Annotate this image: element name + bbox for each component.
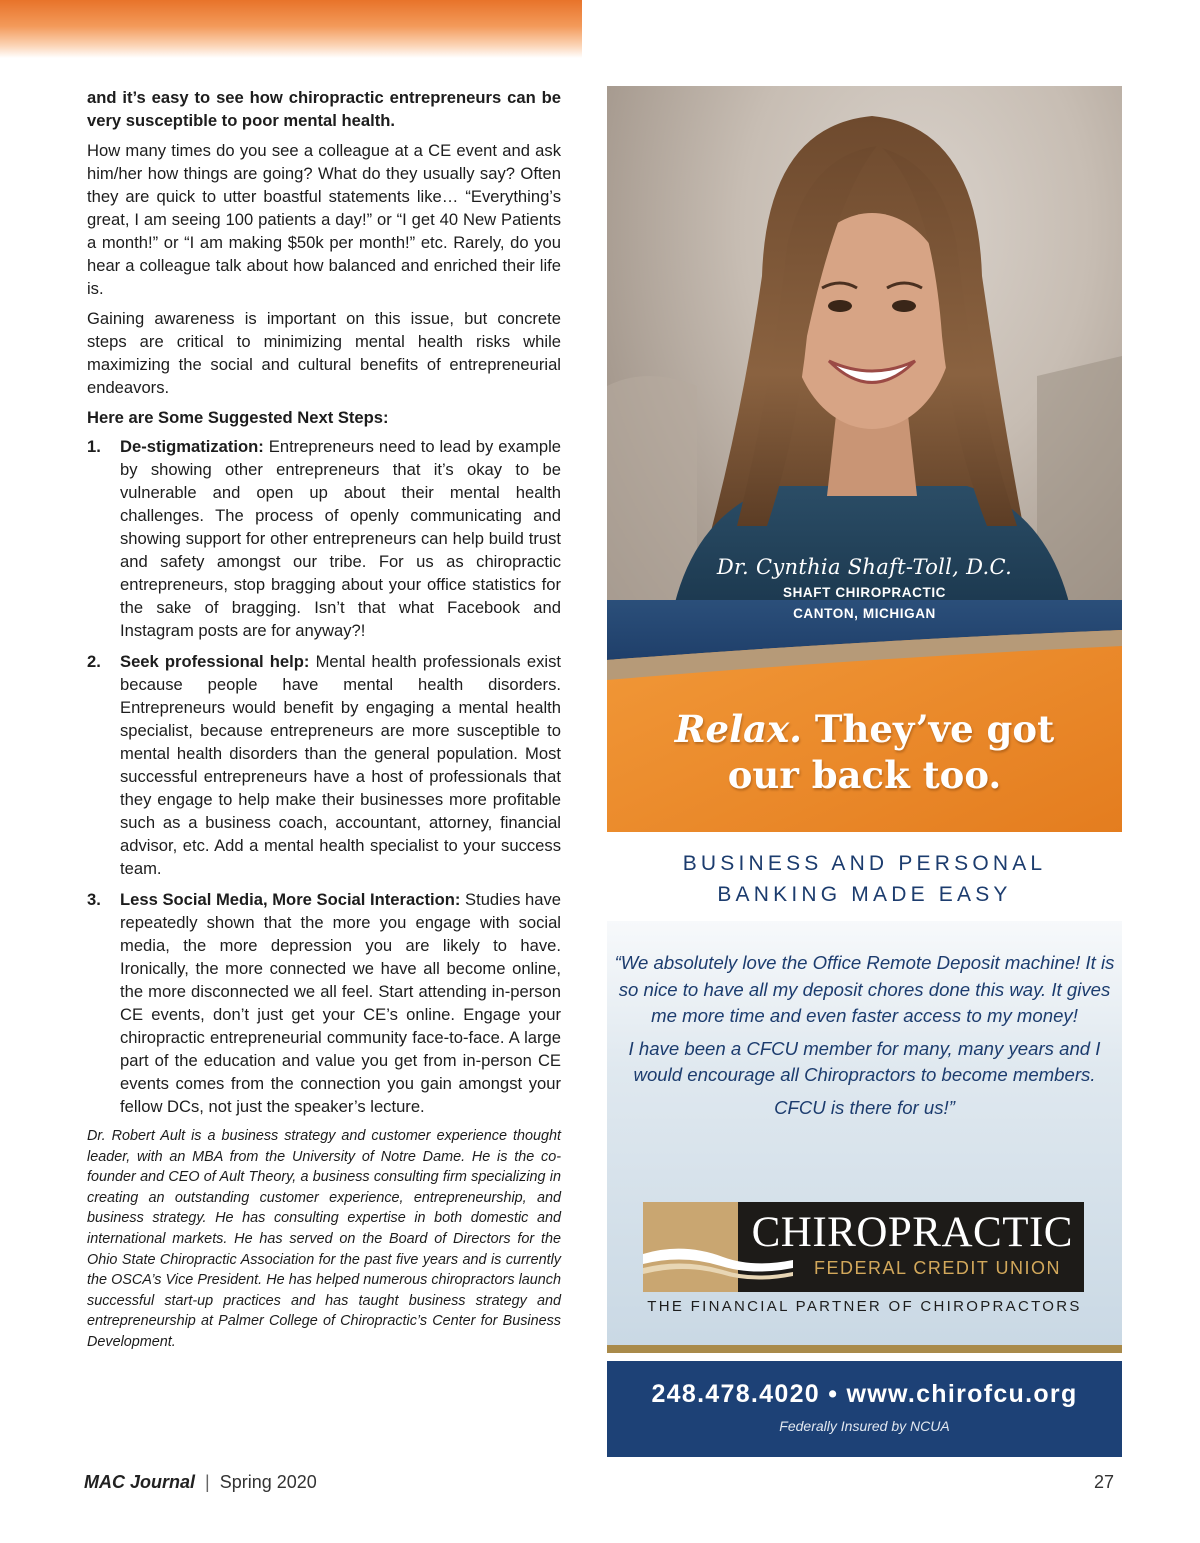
logo-tagline: THE FINANCIAL PARTNER OF CHIROPRACTORS [647,1298,1082,1315]
step-title: De-stigmatization: [120,437,264,456]
practice-name: SHAFT CHIROPRACTIC [782,585,947,600]
step-number: 3. [87,890,101,909]
steps-heading: Here are Some Suggested Next Steps: [87,408,389,427]
quote-paragraph: I have been a CFCU member for many, many years and I would encourage all Chiropractors to become members. [628,1037,1101,1085]
subhead-line1: BUSINESS AND PERSONAL [682,852,1047,875]
steps-list [87,435,561,1118]
contact-band [607,1361,1122,1457]
step-text: Studies have repeatedly shown that the more you engage with social media, the more depression you are likely to have. Ironically, the more connected we have all become online, the more disconnected we all feel. Start attending in-person CE events, don’t just get your CE’s online. Engage your chiropractic entrepreneurial community face-to-face. A large part of the education and value you get from in-person CE events comes from the connection you gain amongst your fellow DCs, not just the speaker’s lecture. [120,890,561,1116]
ad-subhead [607,848,1122,910]
journal-name: MAC Journal [84,1472,196,1492]
step-text: Entrepreneurs need to lead by example by showing other entrepreneurs that it’s okay to be vulnerable and open up about their mental health challenges. The process of openly communicating and showing support for other entrepreneurs can help build trust and safety amongst our tribe. For us as chiropractic entrepreneurs, stop bragging about your office statistics for the sake of bragging. Isn’t that what Facebook and Instagram posts are for anyway?! [120,437,561,640]
header-accent-bar [0,0,582,58]
step-item [87,650,561,880]
subhead-line2: BANKING MADE EASY [717,883,1012,906]
quote-paragraph: “We absolutely love the Office Remote Deposit machine! It is so nice to have all my deposit chores done this way. It gives me more time and even faster access to my money! [614,952,1115,1026]
article-lead: and it’s easy to see how chiropractic entrepreneurs can be very susceptible to poor mental health. [87,88,561,130]
step-title: Less Social Media, More Social Interaction: [120,890,461,909]
testimonial-quote [607,950,1122,1127]
article-paragraph: How many times do you see a colleague at a CE event and ask him/her how things are going? What do they usually say? Often they are quick to utter boastful statements like… “Everything’s great, I am seeing 100 patients a day!” or “I get 40 New Patients a month!” or “I am making $50k per month!” etc. Rarely, do you hear a colleague talk about how balanced and enriched their life is. [87,141,561,298]
logo-name: CHIROPRACTIC [751,1209,1073,1256]
page-footer [84,1472,1114,1496]
quote-paragraph: CFCU is there for us!” [774,1096,955,1118]
cfcu-logo [643,1202,1084,1292]
ad-tagline [607,706,1122,798]
article-column [87,86,561,1360]
step-item [87,435,561,642]
page-number: 27 [1093,1472,1114,1492]
issue-date: Spring 2020 [219,1472,317,1492]
practice-location: CANTON, MICHIGAN [793,606,936,621]
doctor-name: Dr. Cynthia Shaft-Toll, D.C. [716,555,1013,579]
step-item [87,888,561,1118]
contact-info: 248.478.4020 • www.chirofcu.org [651,1380,1078,1408]
author-bio: Dr. Robert Ault is a business strategy and customer experience thought leader, with an MBA from the University of Notre Dame. He is the co-founder and CEO of Ault Theory, a business consulting firm specializing in creating an outstanding customer experience, entrepreneurship, and business strategy. He has consulting expertise in both domestic and international markets. He has served on the Board of Directors for the Ohio State Chiropractic Association for the past five years and is currently the OSCA’s Vice President. He has helped numerous chiropractors launch successful start-up practices and has taught business strategy and entrepreneurship at Palmer College of Chiropractic’s Center for Business Development. [87,1128,561,1350]
logo-subtitle: FEDERAL CREDIT UNION [813,1258,1061,1278]
article-paragraph: Gaining awareness is important on this issue, but concrete steps are critical to minimizing mental health risks while maximizing the social and cultural benefits of entrepreneurial endeavors. [87,309,561,397]
step-number: 2. [87,652,101,671]
step-title: Seek professional help: [120,652,310,671]
step-text: Mental health professionals exist because people have mental health disorders. Entrepreneurs would benefit by engaging a mental health specialist, because entrepreneurs are more susceptible to mental health disorders than the general population. Most successful entrepreneurs have a host of professionals that they engage to help make their businesses more profitable such as a business coach, accountant, attorney, financial advisor, etc. Add a mental health specialist to your success team. [120,652,561,878]
step-number: 1. [87,437,101,456]
tagline-line2: our back too. [727,753,1002,797]
ncua-notice: Federally Insured by NCUA [779,1418,950,1434]
tagline-relax: Relax. [674,707,803,751]
footer-separator: | [205,1472,210,1492]
tagline-rest: They’ve got [802,707,1055,751]
